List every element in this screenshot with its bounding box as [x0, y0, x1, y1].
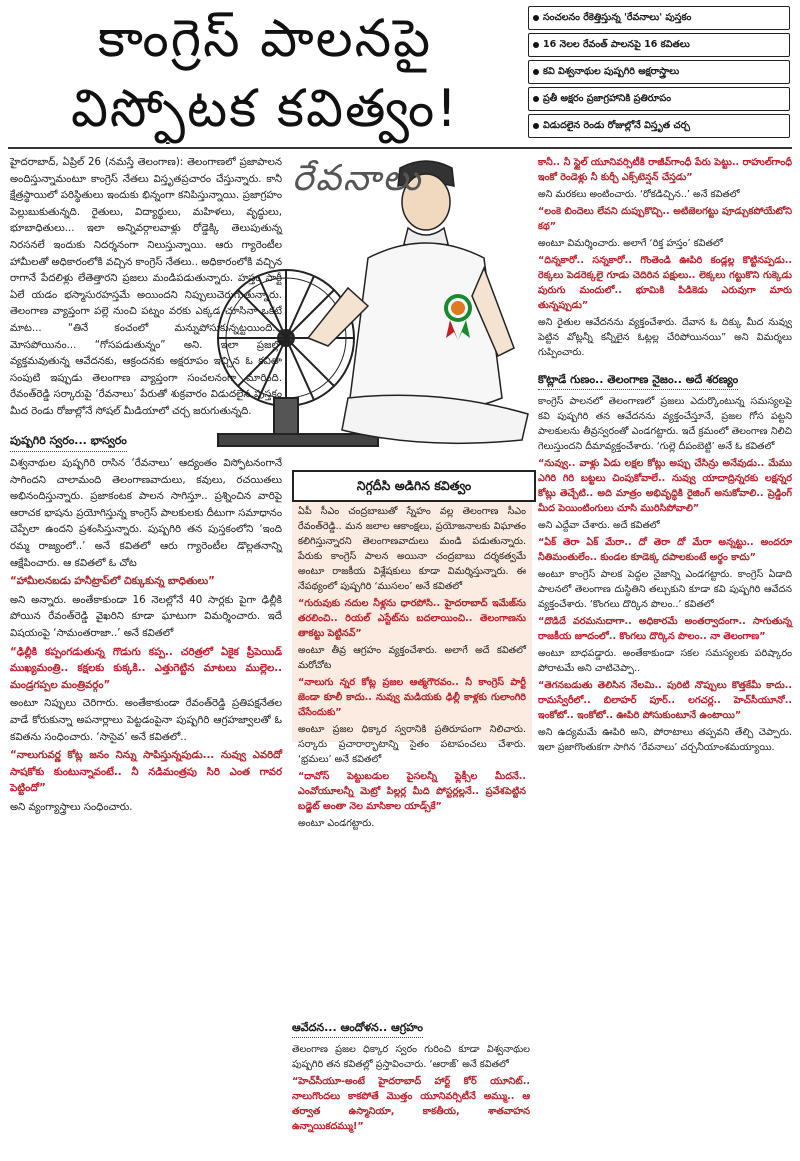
paragraph: అంటూ కాంగ్రెస్ పాలక పెద్దల నైజాన్ని ఎండగట్టారు. కాంగ్రెస్ ఏడాది పాలనలో తెలంగాణ దుస్థితిని తల్చుకుని కూడా కవి పుష్పగిరి ఆవేదన వ్యక్తంచేశారు. ‘కొంగలు దొర్కిన పొలం..’ కవితలో — [538, 569, 792, 610]
quote: “నాలుగు న్నర కోట్ల ప్రజల ఆత్మగౌరవం.. నీ కాంగ్రెస్ పార్టీ జెండా కూలీ కాదు.. నువ్వు మడియకు ఢిల్లీ కాళ్లకు గులాంగిరి చేసేందుకు” — [298, 677, 526, 718]
paragraph: కాంగ్రెస్ పాలనలో తెలంగాణలో ప్రజలు ఎదుర్కొంటున్న సమస్యలపై కవి పుష్పగిరి తన ఆవేదనను వ్యక్తంచేస్తూనే, ప్రజల గోస పట్టని పాలకులను తీవ్రస్వరంతో ఎండగట్టారు. ఇదే క్రమంలో తెలంగాణ నిలిచి గెలుస్తుందని దీమావ్యక్తంచేశారు. ‘గుల్లె దీపంబెట్టి’ అనే ఓ కవితలో — [538, 396, 792, 452]
subheading: పుష్పగిరి స్వరం... భాస్వరం — [10, 433, 127, 453]
quote: “గురువుకు నదుల నీళ్లను ధారపోసి.. హైదరాబాద్ ఇమేజ్‌ను తరలించి.. రియల్ ఎస్టేట్‌ను బదలాయించి.. తెలంగాణను తాకట్టు పెట్టినవ్” — [298, 598, 526, 639]
paragraph: అని అన్నారు. అంతేకాకుండా 16 నెలల్లోనే 40 సార్లకు పైగా ఢిల్లీకి పోయిన రేవంత్‌రెడ్డి వైఖరిని కూడా ఘాటుగా విమర్శించారు. ఇదే విషయంపై ‘సామంతరాజా..’ అనే కవితలో — [10, 594, 282, 640]
quote: “తెగనబడుతు తెలిసిన నేలమి.. పురిటి నొప్పులు కొత్తకేమీ కాదు.. రామస్వేరీలో.. బిలాహర్ పూర్.. లగచర్ల.. హెచ్‌సీయూనో.. ఇంకోటో.. ఇంకోటో.. ఊపిరి పోసుకుంటూనే ఉంటాయి” — [538, 680, 792, 721]
bullet-item: ప్రతీ అక్షరం ప్రజాగ్రహానికి ప్రతిరూపం — [528, 87, 790, 111]
column-left — [10, 155, 282, 819]
bullet-dot-icon — [533, 123, 539, 129]
column-middle-lower — [292, 1010, 530, 1136]
bullet-item: కవి విశ్వనాథుల పుష్పగిరి అక్షరాస్త్రాలు — [528, 60, 790, 84]
quote: “నువ్వు.. వాళ్లు ఏడు లక్షల కోట్లు అప్పు చేసిన్రు అనేవుడు.. మేము ఎగిరి గిరి బట్టలు చింపుకోవాలే.. నువ్వు యాదాద్రిన్నరకు లక్షన్నర కోట్లు తెచ్చేటి.. అది మాత్రం అభివృద్ధికి రైజింగ్ అనుకోవాలి.. ప్రెడ్డింగ్ మీద పెయింటింగులు చూసి మురిసిపోవాలి” — [538, 458, 792, 514]
bullet-item: విడుదలైన రెండు రోజుల్లోనే విస్తృత చర్చ — [528, 114, 790, 138]
highlight-bullets — [528, 6, 790, 141]
paragraph: అంటూ నిప్పులు చెరిగారు. అంతేకాకుండా రేవంత్‌రెడ్డి ప్రతిపక్షనేతల వాడే కోరుకున్నా అపనార్లాలు పెట్టడంపైనా పుష్పగిరి ఆగ్రహజ్వాలతో ఓ కవితను సంధించారు. ‘సాసైవ’ అనే కవితలో.. — [10, 698, 282, 743]
paragraph: అంటూ ఎండగట్టారు. — [298, 818, 375, 829]
quote: “దిన్నకారో.. సన్నకారో.. గొంతెండి ఊపిరి కండ్లల్ల కొట్టినప్పడు.. రెక్కలు పెడరెక్కలై గూడు చెదిరిన పక్షులు.. లెక్కలు గట్టుకొని గుక్కెడు పురుగు మందులో.. భూమికి పిడికెడు ఎరువుగా మారు తున్నప్పుడు” — [538, 255, 792, 311]
paragraph: హైదరాబాద్, ఏప్రిల్ 26 (నమస్తే తెలంగాణ): తెలంగాణలో ప్రజాపాలన అందిస్తున్నామంటూ కాంగ్రెస్ నేతలు విస్తృతప్రచారం చేస్తున్నారు. కానీ క్షేత్రస్థాయిలో పరిస్థితులు ఇందుకు భిన్నంగా కనిపిస్తున్నాయి. ప్రజాగ్రహం పెల్లుబుకుతున్నది. రైతులు, విద్యార్థులు, మహిళలు, వృద్ధులు, భూబాధితులు... ఇలా అన్నివర్గాలవాళ్లు రోడ్డెక్కి తెలుపుతున్న నిరసనలే ఇందుకు నిదర్శనంగా నిలుస్తున్నాయి. ఆరు గ్యారెంటీల హామీలతో అధికారంలోకి వచ్చిన కాంగ్రెస్ నేతలు.. అధికారంలోకి వచ్చిన రాగానే పేదలిళ్లు లేతెత్తారని ప్రజలు మండిపడుతున్నారు. హస్తం పార్టీ ఏలే యడం భస్మాసురహస్తమే అయిందని నిప్పులుచెరుగుతున్నారు. తెలంగాణ వ్యాప్తంగా పల్లె నుంచి పట్నం వరకు ఎక్కడ చూసినా ఒకటే మాట... “తినే కంచంలో మన్నుపోసుకున్నట్టయింది... మోసపోయినం... “గోసపడుతున్నం” అని. ఇలా ప్రజల్లో వ్యక్తమవుతున్న ఆవేదనకు, ఆక్రందనకు అక్షరూపం ఇచ్చిన ఓ కవితా సంపుటి ఇప్పుడు తెలంగాణ వ్యాప్తంగా సంచలనంగా మారింది. రేవంత్‌రెడ్డి సర్కారుపై ‘రేవనాలు’ పేరుతో శుక్రవారం విడుదలైన పుస్తకం మీద రెండు రోజుల్లోనే సోషల్ మీడియాలో చర్చ జరుగుతున్నది. — [10, 157, 283, 417]
paragraph: అంటూ తీవ్ర ఆగ్రహం వ్యక్తంచేశారు. అలాగే అదే కవితలో మరోచోట — [298, 645, 526, 671]
box-heading: నిగ్గదీసి అడిగిన కవిత్వం — [292, 470, 536, 502]
quote: “నాలుగువర్ణ కోట్ల జనం నిన్ను సాపిస్తున్నపుడు... నువ్వు ఎవరిదో సాషకోకు కుంటున్నావంటే.. నీ నడిమంత్రపు సిరి ఎంత గావర పెట్టిందో” — [10, 750, 282, 795]
bullet-dot-icon — [533, 15, 539, 21]
quote: “హామీలనబడు హనీట్రాప్‌లో చిక్కుకున్న బాధితులు” — [10, 576, 215, 588]
paragraph: ఏపీ సీఎం చంద్రబాబుతో స్నేహం వల్ల తెలంగాణ సీఎం రేవంత్‌రెడ్డి.. మన జలాల ఆకాంక్షలు, ప్రయోజనాలకు విఘాతం కలిగిస్తున్నారని తెలంగాణవాదులు మండి పడుతున్నారు. పేరుకు కాంగ్రెస్ పాలన అయినా చంద్రబాబు దర్శకత్వమే అంటూ రాజకీయ విశ్లేషకులు కూడా విమర్శిస్తున్నారు. ఈ నేపథ్యంలో పుష్పగిరి ‘ముసలం’ అనే కవితలో — [298, 506, 526, 592]
book-logo: రేవనాలు — [292, 158, 423, 199]
column-middle-box — [298, 504, 526, 833]
paragraph: అని వ్యంగ్యాస్త్రాలు సంధించారు. — [10, 801, 133, 813]
bullet-dot-icon — [533, 96, 539, 102]
paragraph: అంటూ ప్రజల ధిక్కార స్వరానికి ప్రతిరూపంగా నిలిచారు. సర్కారు ప్రచారార్భాటాన్ని సైతం పటాపంచలు చేశారు. ‘భ్రమలు’ అనే కవితలో — [298, 724, 526, 765]
paragraph: అని ఎద్దేవా చేశారు. అదే కవితలో — [538, 520, 660, 531]
subheading: ఆవేదన... ఆందోళన.. ఆగ్రహం — [292, 1020, 423, 1038]
paragraph: అని మరకలు అంటించారు. ‘రోకడిచ్చిన..’ అనే కవితలో — [538, 189, 740, 200]
bullet-item: 16 నెలల రేవంత్ పాలనపై 16 కవితలు — [528, 33, 790, 57]
paragraph: అంటూ విమర్శించారు. అలాగే ‘రిక్త హస్తం’ కవితలో — [538, 238, 723, 249]
bullet-dot-icon — [533, 42, 539, 48]
quote: “హెచ్‌సీయూ-అంటే హైదరాబాద్ హార్ట్ కోర్ యూనిట్.. నాలుగొందలు కాకపోతే మొత్తం యూనివర్సిటీనే అమ్ము.. ఆ తర్వాత ఉస్మానియా, కాకతీయ, శాతవాహన ఉన్నాయికదమ్ము!” — [292, 1076, 530, 1132]
paragraph: తెలంగాణ ప్రజల ధిక్కార స్వరం గురించి కూడా విశ్వనాథుల పుష్పగిరి తన కవితల్లో ప్రస్తావించారు. ‘ఆరాజ్’ అనే కవితలో — [292, 1044, 530, 1070]
headline-line-2: విస్ఫోటక కవిత్వం! — [70, 79, 460, 139]
bullet-item: సంచలనం రేకెత్తిస్తున్న 'రేవనాలు' పుస్తకం — [528, 6, 790, 30]
paragraph: అని రైతుల ఆవేదనను వ్యక్తంచేశారు. దేవాన ఓ దిక్కు మీద నువ్వు పెట్టిన వోట్లన్నీ కన్నీలైన ఓట్లల్ల చేరిపోయినయి” అని విమర్శలు గుప్పించారు. — [538, 317, 792, 358]
bullet-dot-icon — [533, 69, 539, 75]
quote: “దావోస్ పెట్టుబడుల పైసలన్నీ ఫ్లెక్సీల మీదనే.. ఎంవోయూలన్నీ మెట్రో పిల్లర్ల మీది పోస్టర్లల్లనే.. ప్రవేశపెట్టిన బడ్జెట్ అంతా నెల మాసికాల యాడ్స్‌కే” — [298, 771, 526, 812]
paragraph: అని ఉద్యమమే ఊపిరి అని, పోరాటాలు తప్పవని తేల్చి చెప్పారు. ఇలా ప్రజాగొంతుకగా సాగిన ‘రేవనాలు’ చర్చనీయాంశమయ్యాయి. — [538, 727, 792, 753]
quote: “లంకె బిందెలు లేవని దుప్పుకొచ్చి.. అటిజెలగట్టు పూడ్చుకపోయేటోని కథ” — [538, 206, 792, 232]
headline-line-1: కాంగ్రెస్ పాలనపై — [97, 9, 433, 69]
column-right — [538, 155, 792, 757]
paragraph: విశ్వనాథుల పుష్పగిరి రాసిన ‘రేవనాలు’ ఆద్యంతం విస్ఫోటనంగానే సాగిందని చాలామంది తెలంగాణవాదులు, కవులు, రచయితలు అభినందిస్తున్నారు. ప్రజాకంటక పాలన సాగిస్తూ.. ప్రశ్నించిన వారిపై ఆరాచక భాషను ప్రయోగిస్తున్న కాంగ్రెస్ పాలకులకు దీటుగా సమాధానం చెప్పేలా ఉందని ప్రశంసిస్తున్నారు. పుష్పగిరి తన పుస్తకంలోని ‘ఇంది రమ్మ రాజ్యంలో..’ అనే కవితలో ఆరు గ్యారెంటీల డొల్లతనాన్ని ఆక్షేపించారు. ఆ కవితలో ఓ చోట — [10, 458, 282, 569]
subheading: కొట్లాడే గుణం.. తెలంగాణ నైజం.. అదే శరణ్యం — [538, 372, 738, 390]
quote: కానీ.. నీ స్టైల్ యూనివర్సిటీకి రాజీవ్‌గాంధీ పేరు పెట్టు.. రాహుల్‌గాంధీ ఇంకో రెండెళ్లు నీ కుర్చీ ఎక్స్‌టెన్షన్ చేస్తడు” — [538, 157, 792, 183]
paragraph: అంటూ బాధపడ్డారు. అంతేకాకుండా సకల సమస్యలకు పరిష్కారం పోరాటమే అని చాటిచెప్పా.. — [538, 648, 792, 674]
headline — [10, 4, 520, 144]
quote: “ఢిల్లీకి కప్పంగడుతున్న గొడుగు కప్ప.. చరిత్రలో ఏకైక ప్రీపెయిడ్ ముఖ్యమంత్రి.. కక్షలకు కుక్కకి.. ఎత్తుగెట్టిన మాటలు ముల్లెల.. మండ్రగప్పల మంత్రివర్గం” — [10, 646, 282, 691]
quote: “దొడిదే వరమనుదాగా.. అధికారమే అంతర్వాదంగా.. సాగుతున్న రాజకీయ జూదంలో.. కొంగలు దొర్కిన పొలం.. నా తెలంగాణ” — [538, 616, 792, 642]
quote: “ఏక్ తెరా ఏక్ మేరా.. దో తెరా దో మేరా అన్నట్టు.. అందరూ నీతిమంతులేం.. కుండల కూడెక్క దపాలకుంటే అర్థం కాదు” — [538, 537, 792, 563]
